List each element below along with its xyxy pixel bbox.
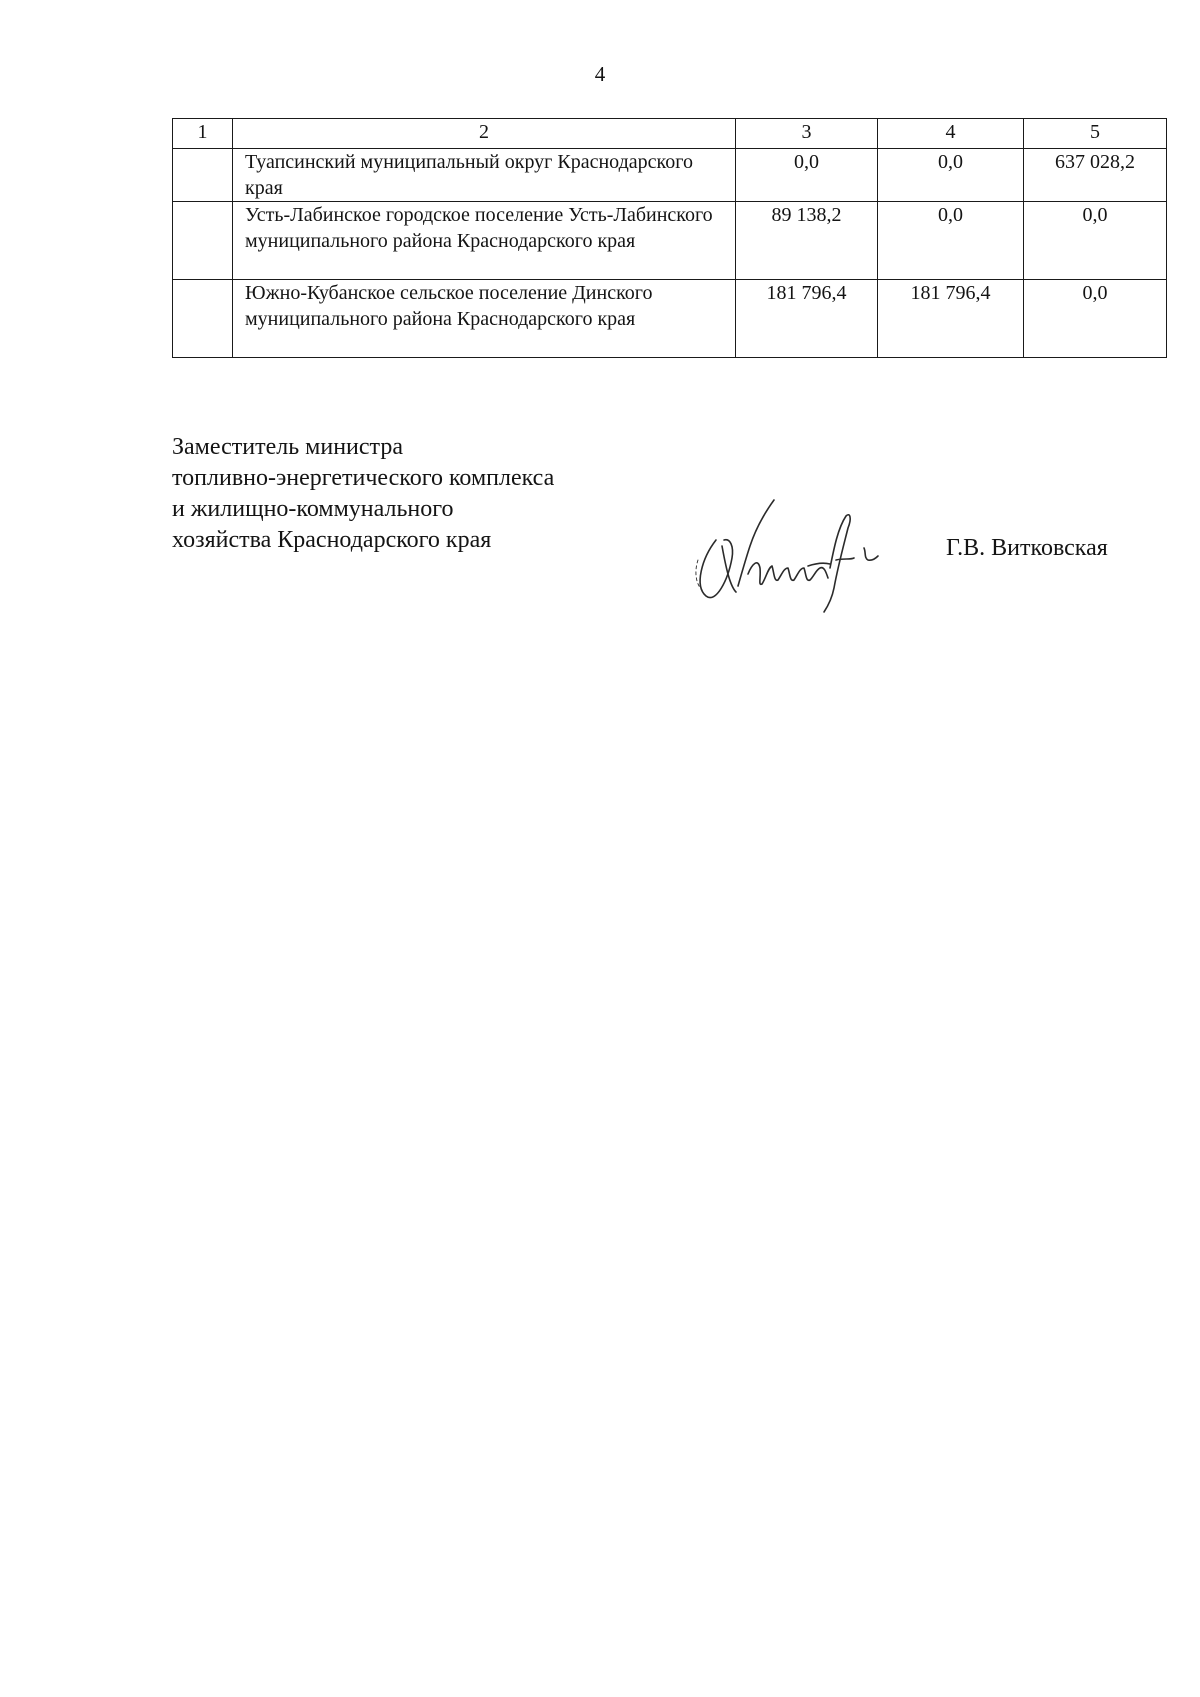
value-cell-col4: 0,0: [878, 149, 1024, 202]
table-row: [173, 149, 1167, 202]
municipality-name-cell: Усть-Лабинское городское поселение Усть-Лабинского муниципального района Краснодарского края: [233, 202, 736, 280]
municipality-name-cell: Южно-Кубанское сельское поселение Динского муниципального района Краснодарского края: [233, 280, 736, 358]
value-cell-col5: 0,0: [1024, 202, 1167, 280]
handwritten-signature: [688, 488, 888, 623]
position-line: топливно-энергетического комплекса: [172, 465, 555, 491]
position-line: и жилищно-коммунального: [172, 496, 454, 522]
value-cell-col5: 0,0: [1024, 280, 1167, 358]
table-row: [173, 280, 1167, 358]
column-header-3: 3: [736, 119, 878, 149]
row-number-cell: [173, 280, 233, 358]
value-cell-col4: 181 796,4: [878, 280, 1024, 358]
position-line: хозяйства Краснодарского края: [172, 527, 492, 553]
value-cell-col5: 637 028,2: [1024, 149, 1167, 202]
column-header-4: 4: [878, 119, 1024, 149]
value-cell-col3: 0,0: [736, 149, 878, 202]
table-header-row: [173, 119, 1167, 149]
row-number-cell: [173, 149, 233, 202]
column-header-5: 5: [1024, 119, 1167, 149]
value-cell-col3: 89 138,2: [736, 202, 878, 280]
municipality-name-cell: Туапсинский муниципальный округ Краснодарского края: [233, 149, 736, 202]
allocation-table: [172, 118, 1167, 358]
column-header-1: 1: [173, 119, 233, 149]
position-line: Заместитель министра: [172, 434, 403, 460]
row-number-cell: [173, 202, 233, 280]
value-cell-col4: 0,0: [878, 202, 1024, 280]
column-header-2: 2: [233, 119, 736, 149]
value-cell-col3: 181 796,4: [736, 280, 878, 358]
page-number: 4: [594, 62, 606, 86]
signer-name: Г.В. Витковская: [946, 535, 1108, 561]
table-row: [173, 202, 1167, 280]
signatory-position: [172, 432, 692, 556]
